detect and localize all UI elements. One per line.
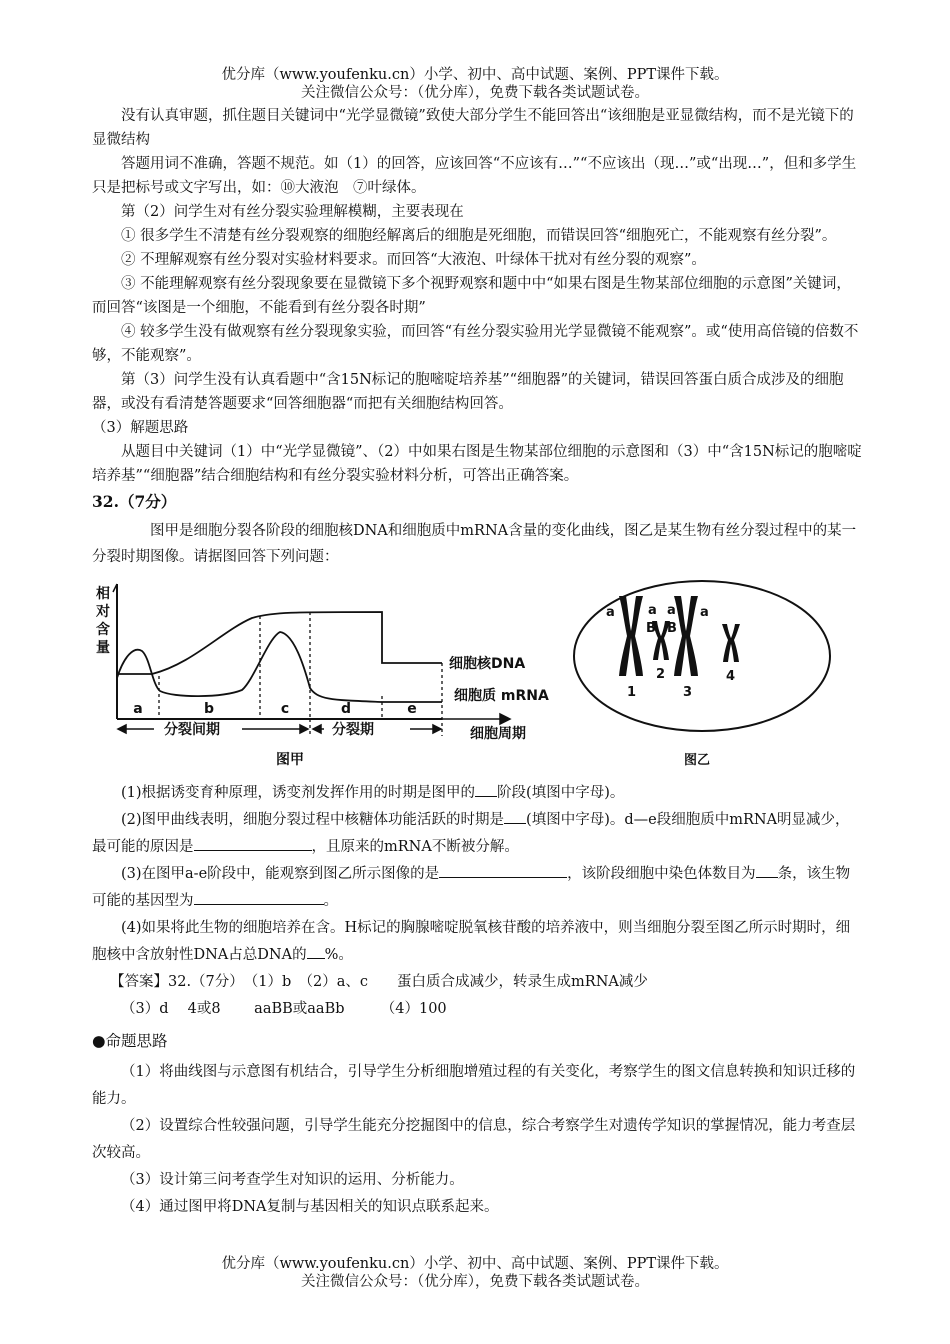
answer-line-1: 【答案】32.（7分） （1）b （2）a、c 蛋白质合成减少，转录生成mRNA减少: [110, 974, 648, 990]
question-1: [92, 780, 862, 807]
ylabel-char: 含: [96, 622, 110, 638]
q1-text-b: 阶段(填图中字母)。: [497, 785, 625, 801]
chromosome-3: [674, 596, 698, 676]
q3-text-b: ，该阶段细胞中染色体数目为: [567, 866, 756, 882]
answer-blank[interactable]: [475, 782, 497, 797]
design-heading: ●命题思路: [92, 1032, 168, 1050]
chromosome-number: 1: [627, 685, 637, 700]
ylabel-char: 对: [96, 604, 110, 620]
segment-label: d: [340, 701, 352, 717]
gene-label: a: [700, 605, 709, 620]
interphase-label: 分裂间期: [164, 722, 220, 738]
q1-text-a: (1)根据诱变育种原理，诱变剂发挥作用的时期是图甲的: [121, 785, 476, 801]
question-title: 32.（7分）: [92, 492, 177, 511]
chromosome-number: 3: [683, 685, 693, 700]
footer-line-1: 优分库（www.youfenku.cn）小学、初中、高中试题、案例、PPT课件下载。: [221, 1256, 729, 1272]
q3-text-a: (3)在图甲a-e阶段中，能观察到图乙所示图像的是: [121, 866, 440, 882]
design-paragraph-1: （1）将曲线图与示意图有机结合，引导学生分析细胞增殖过程的有关变化，考察学生的图文信息转换和知识迁移的能力。: [92, 1064, 856, 1107]
q2-text-a: (2)图甲曲线表明，细胞分裂过程中核糖体功能活跃的时期是: [121, 812, 505, 828]
analysis-paragraph-4: ① 很多学生不清楚有丝分裂观察的细胞经解离后的细胞是死细胞，而错误回答“细胞死亡，不能观察有丝分裂”。: [121, 228, 837, 244]
q2-text-c: ，且原来的mRNA不断被分解。: [311, 839, 519, 855]
segment-label: a: [133, 701, 143, 717]
q2-text-b: (填图中字母)。d—e段细胞质中mRNA明显减少，最可能的原因是: [92, 812, 850, 855]
design-paragraph-2: （2）设置综合性较强问题，引导学生能充分挖掘图中的信息，综合考察学生对遗传学知识的掌握情况，能力考查层次较高。: [92, 1118, 856, 1161]
page-footer: [0, 1255, 950, 1291]
q3-text-d: 。: [323, 893, 338, 909]
answer-blank[interactable]: [756, 863, 778, 878]
arrowhead: [500, 714, 510, 724]
gene-label: B: [667, 621, 677, 636]
analysis-paragraph-1: 没有认真审题，抓住题目关键词中“光学显微镜”致使大部分学生不能回答出“该细胞是亚显微结构，而不是光镜下的显微结构: [92, 108, 854, 148]
question-3: [92, 861, 862, 915]
cycle-label: 细胞周期: [470, 726, 526, 742]
answer-blank[interactable]: [307, 944, 325, 959]
page-content: [92, 104, 862, 1221]
mrna-curve: [117, 632, 442, 702]
analysis-paragraph-7: ④ 较多学生没有做观察有丝分裂现象实验，而回答“有丝分裂实验用光学显微镜不能观察”。或“使用高倍镜的倍数不够，不能观察”。: [92, 324, 859, 364]
analysis-paragraph-5: ② 不理解观察有丝分裂对实验材料要求。而回答“大液泡、叶绿体干扰对有丝分裂的观察”。: [121, 252, 706, 268]
gene-label: a: [648, 603, 657, 618]
figure-jia-caption: 图甲: [276, 752, 304, 768]
arrowhead: [118, 725, 126, 733]
answer-line-2: （3）d 4或8 aaBB或aaBb （4）100: [121, 1001, 447, 1017]
answer-blank[interactable]: [439, 863, 567, 878]
chromosome-number: 2: [656, 667, 666, 682]
answer-blank[interactable]: [194, 890, 324, 905]
chromosome-number: 4: [726, 669, 736, 684]
q4-text-b: %。: [324, 947, 353, 963]
q3-text-c: 条，该生物可能的基因型为: [92, 866, 851, 909]
footer-line-2: 关注微信公众号：（优分库），免费下载各类试题试卷。: [301, 1274, 649, 1290]
answer-blank[interactable]: [194, 836, 312, 851]
figure-jia: [92, 576, 562, 776]
arrowhead: [300, 725, 308, 733]
analysis-subheading: （3）解题思路: [92, 420, 189, 436]
analysis-paragraph-8: 第（3）问学生没有认真看题中“含15N标记的胞嘧啶培养基”“细胞器”的关键词，错误回答蛋白质合成涉及的细胞器，或没有看清楚答题要求“回答细胞器“而把有关细胞结构回答。: [92, 372, 844, 412]
cell-outline: [574, 581, 830, 731]
ylabel-char: 量: [96, 640, 110, 656]
figure-yi-caption: 图乙: [684, 753, 711, 768]
answer-blank[interactable]: [504, 809, 526, 824]
question-4: [92, 915, 862, 969]
analysis-paragraph-6: ③ 不能理解观察有丝分裂现象要在显微镜下多个视野观察和题中中“如果右图是生物某部位细胞的示意图”关键词，而回答“该图是一个细胞，不能看到有丝分裂各时期”: [92, 276, 851, 316]
mrna-label: 细胞质 mRNA: [454, 688, 549, 704]
q4-text-a: (4)如果将此生物的细胞培养在含。H标记的胸腺嘧啶脱氧核苷酸的培养液中，则当细胞分裂至图乙所示时期时，细胞核中含放射性DNA占总DNA的: [92, 920, 851, 963]
question-intro: 图甲是细胞分裂各阶段的细胞核DNA和细胞质中mRNA含量的变化曲线，图乙是某生物有丝分裂过程中的某一分裂时期图像。请据图回答下列问题：: [92, 523, 857, 565]
page-header: [0, 66, 950, 102]
chromosome-4: [722, 624, 740, 662]
segment-label: b: [203, 701, 215, 717]
design-paragraph-4: （4）通过图甲将DNA复制与基因相关的知识点联系起来。: [121, 1199, 499, 1215]
arrowhead: [433, 725, 441, 733]
design-paragraph-3: （3）设计第三问考查学生对知识的运用、分析能力。: [121, 1172, 464, 1188]
question-2: [92, 807, 862, 861]
segment-label: e: [407, 701, 417, 717]
header-line-2: 关注微信公众号：（优分库），免费下载各类试题试卷。: [301, 85, 649, 101]
figure-yi: [564, 576, 854, 776]
arrowhead: [313, 725, 321, 733]
gene-label: B: [646, 621, 656, 636]
gene-label: a: [667, 603, 676, 618]
analysis-paragraph-2: 答题用词不准确，答题不规范。如（1）的回答，应该回答“不应该有…”“不应该出（现…”或“出现…”，但和多学生只是把标号或文字写出，如：⑩大液泡 ⑦叶绿体。: [92, 156, 857, 196]
figure-area: [92, 576, 862, 776]
gene-label: a: [606, 605, 615, 620]
division-label: 分裂期: [332, 722, 374, 738]
analysis-paragraph-3: 第（2）问学生对有丝分裂实验理解模糊，主要表现在: [121, 204, 464, 220]
dna-curve: [117, 612, 442, 674]
header-line-1: 优分库（www.youfenku.cn）小学、初中、高中试题、案例、PPT课件下载。: [221, 67, 729, 83]
dna-label: 细胞核DNA: [449, 656, 526, 672]
ylabel-char: 相: [96, 586, 110, 602]
analysis-paragraph-10: 从题目中关键词（1）中“光学显微镜”、（2）中如果右图是生物某部位细胞的示意图和（3）中“含15N标记的胞嘧啶培养基”“细胞器”结合细胞结构和有丝分裂实验材料分析，可答出正确答案。: [92, 444, 862, 484]
segment-label: c: [280, 701, 290, 717]
chromosome-1: [619, 596, 643, 676]
